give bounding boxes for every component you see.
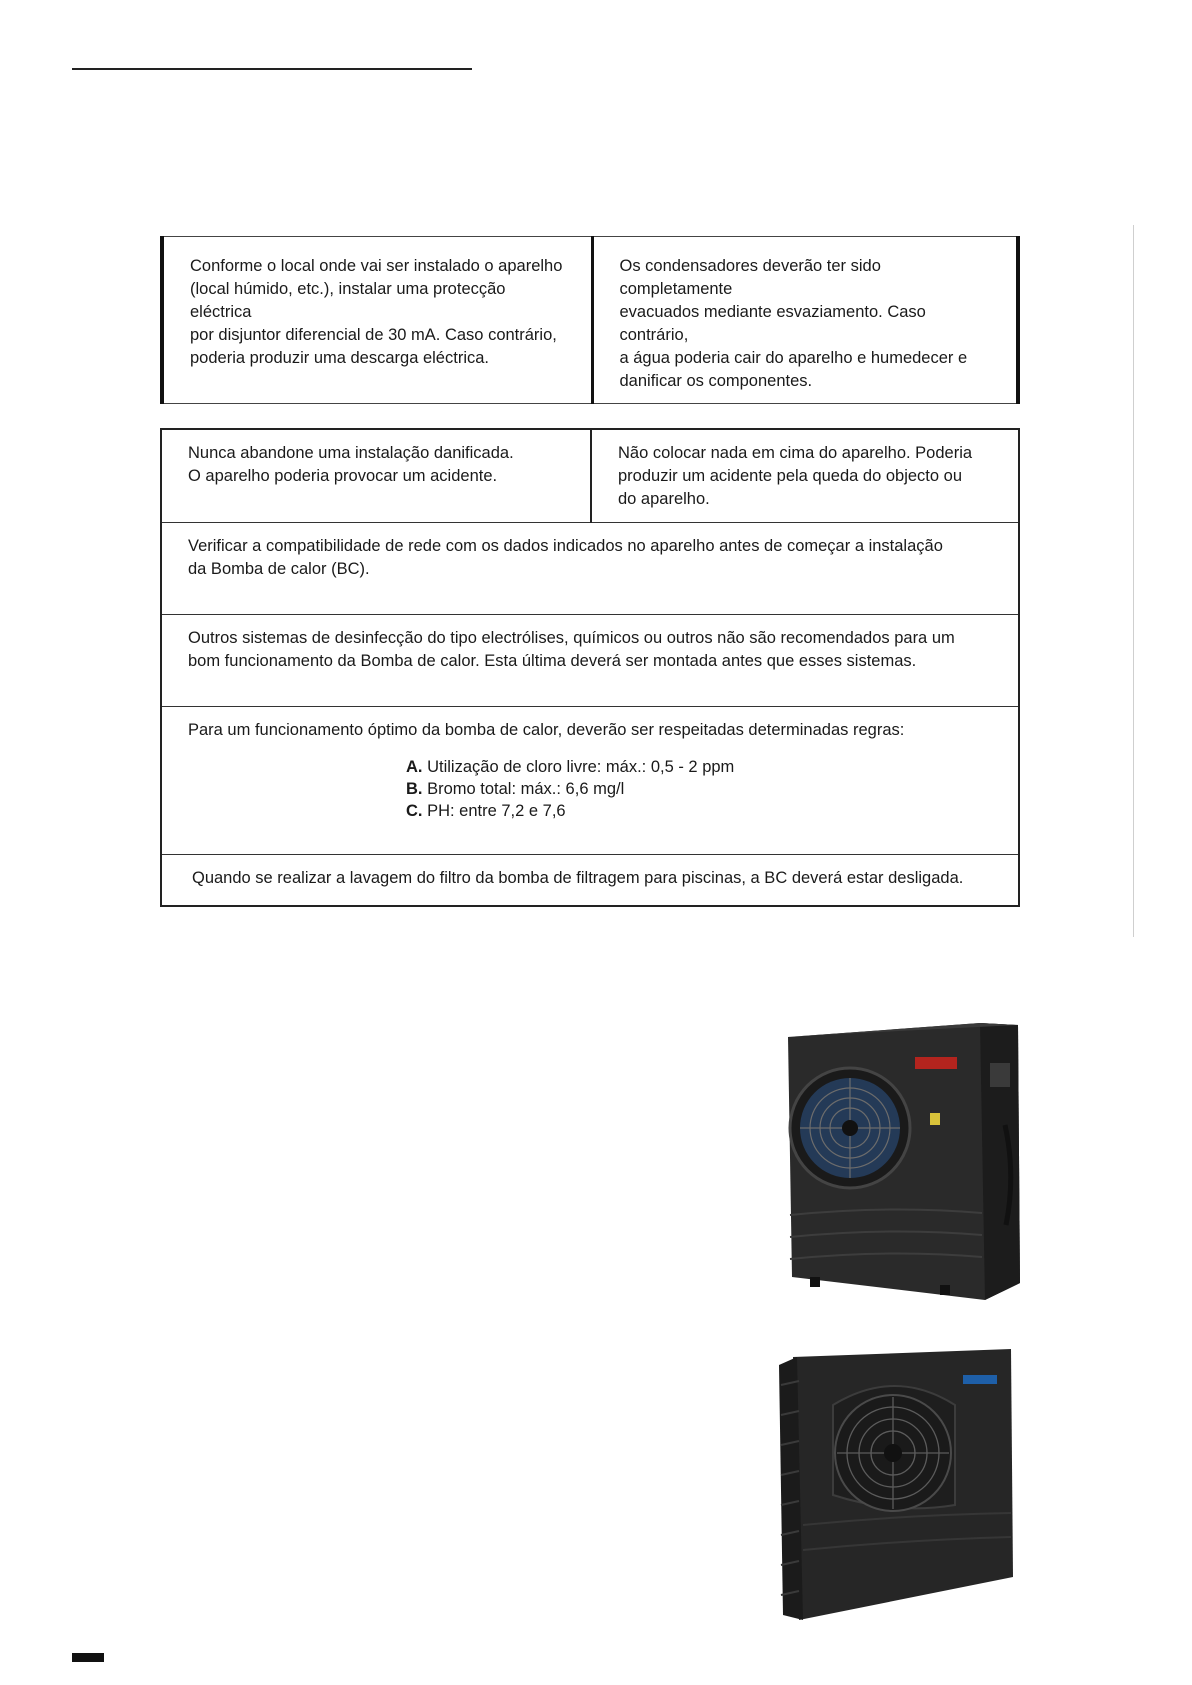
warning-disinfection-systems: Outros sistemas de desinfecção do tipo electrólises, químicos ou outros não são recomendados para um bom funcionamento da Bomba de calor. Esta última deverá ser montada antes que esses sistemas.	[161, 614, 1019, 706]
margin-rule	[1133, 225, 1134, 937]
rule-a: A. Utilização de cloro livre: máx.: 0,5 - 2 ppm	[406, 757, 735, 776]
warning-nothing-on-top: Não colocar nada em cima do aparelho. Poderia produzir um acidente pela queda do objecto ou do aparelho.	[591, 429, 1019, 522]
rule-c: C. PH: entre 7,2 e 7,6	[406, 801, 566, 820]
rule-b: B. Bromo total: máx.: 6,6 mg/l	[406, 779, 625, 798]
warning-damaged-installation: Nunca abandone uma instalação danificada. O aparelho poderia provocar um acidente.	[161, 429, 591, 522]
heat-pump-photo-1	[780, 1015, 1030, 1320]
brand-label-blue	[963, 1375, 997, 1384]
brand-label	[915, 1057, 957, 1069]
warning-table-2	[160, 428, 1020, 907]
page-marker	[72, 1653, 104, 1662]
water-quality-rules	[161, 706, 1019, 854]
warning-filter-washing: Quando se realizar a lavagem do filtro da bomba de filtragem para piscinas, a BC deverá estar desligada.	[161, 854, 1019, 906]
rules-intro: Para um funcionamento óptimo da bomba de calor, deverão ser respeitadas determinadas regras:	[188, 720, 905, 739]
heat-pump-photo-2	[775, 1345, 1025, 1635]
warning-table-1	[160, 236, 1020, 404]
warning-network-compatibility: Verificar a compatibilidade de rede com os dados indicados no aparelho antes de começar a instalação da Bomba de calor (BC).	[161, 522, 1019, 614]
warning-condensers: Os condensadores deverão ter sido completamente evacuados mediante esvaziamento. Caso contrário, a água poderia cair do aparelho e humedecer e danificar os componentes.	[592, 237, 1018, 404]
warning-electrical-protection: Conforme o local onde vai ser instalado o aparelho (local húmido, etc.), instalar uma protecção eléctrica por disjuntor diferencial de 30 mA. Caso contrário, poderia produzir uma descarga eléctrica.	[162, 237, 592, 404]
header-rule	[72, 68, 472, 70]
rules-list	[406, 756, 996, 822]
